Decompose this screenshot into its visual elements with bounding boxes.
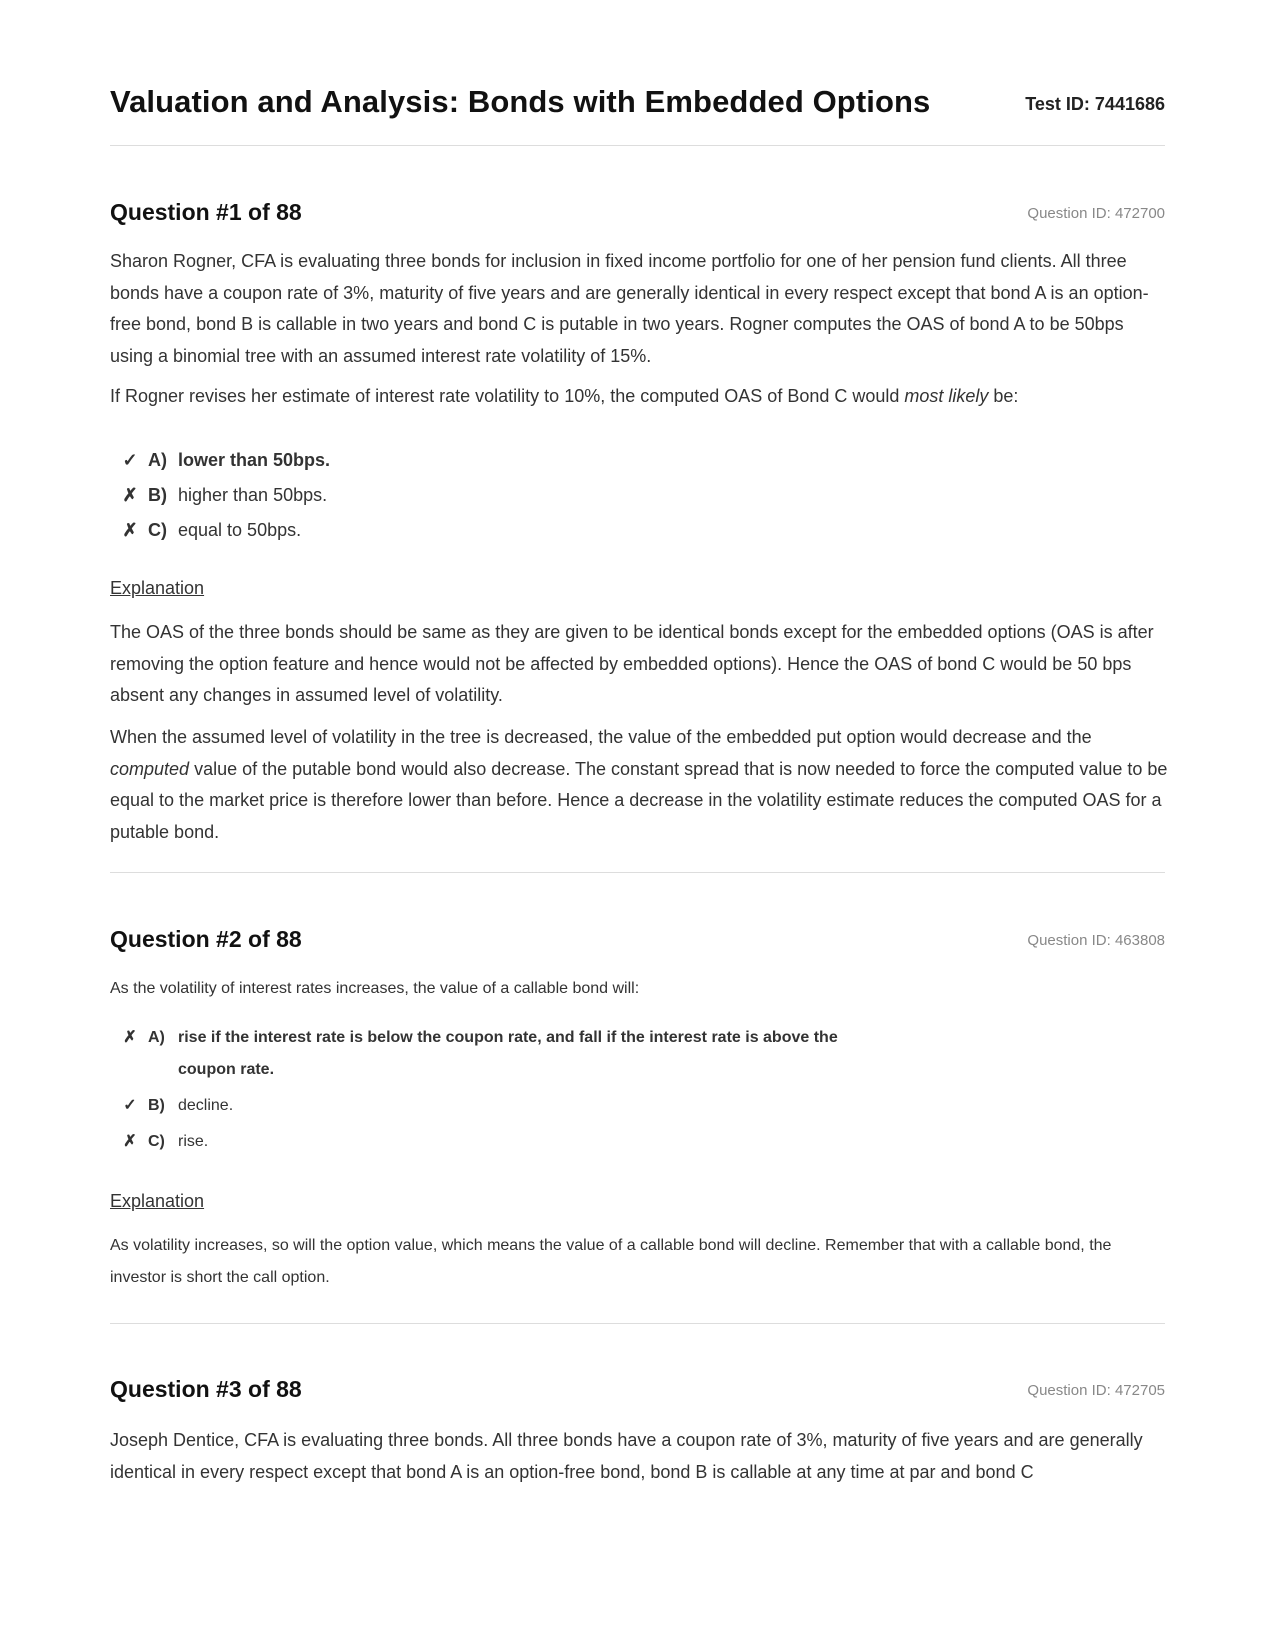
option-text: rise if the interest rate is below the coupon rate, and fall if the interest rate is above the coupon rate. — [178, 1029, 838, 1078]
divider — [110, 1323, 1165, 1324]
question-title: Question #2 of 88 — [110, 926, 302, 952]
divider — [110, 145, 1165, 146]
prompt-text: If Rogner revises her estimate of interest rate volatility to 10%, the computed OAS of Bond C would — [110, 386, 905, 406]
question-header — [110, 199, 1165, 229]
test-id: Test ID: 7441686 — [1025, 94, 1165, 114]
check-mark-icon: ✓ — [123, 1097, 137, 1114]
explanation-label: Explanation — [110, 578, 205, 598]
question-id: Question ID: 463808 — [1027, 932, 1165, 949]
option-text: lower than 50bps. — [178, 450, 331, 470]
option-letter: A) — [148, 450, 167, 470]
option-letter: B) — [148, 1097, 165, 1114]
cross-mark-icon: ✗ — [123, 1133, 137, 1150]
explanation-paragraph: The OAS of the three bonds should be same as they are given to be identical bonds except for the embedded options (OAS is after removing the option feature and hence would not be affected by embedded options). Hence the OAS of bond C would be 50 bps absent any changes in assumed level of volatility. — [110, 622, 1154, 705]
option-letter: C) — [148, 1133, 165, 1150]
question-stem: Sharon Rogner, CFA is evaluating three bonds for inclusion in fixed income portfolio for one of her pension fund clients. All three bonds have a coupon rate of 3%, maturity of five years and are generally identical in every respect except that bond A is an option-free bond, bond B is callable in two years and bond C is putable in two years. Rogner computes the OAS of bond A to be 50bps using a binomial tree with an assumed interest rate volatility of 15%. — [110, 251, 1149, 366]
check-mark-icon: ✓ — [122, 450, 138, 470]
explanation-text-end: value of the putable bond would also decrease. The constant spread that is now needed to force the computed value to be equal to the market price is therefore lower than before. Hence a decrease in the volatility estimate reduces the computed OAS for a putable bond. — [110, 758, 1168, 842]
cross-mark-icon: ✗ — [122, 520, 138, 540]
prompt-emphasis: most likely — [904, 386, 989, 406]
question-id: Question ID: 472705 — [1027, 1382, 1165, 1399]
prompt-text-end: be: — [988, 386, 1019, 406]
explanation-paragraph — [110, 722, 1170, 848]
option-letter: A) — [148, 1029, 165, 1046]
explanation-paragraph: As volatility increases, so will the option value, which means the value of a callable bond will decline. Remember that with a callable bond, the investor is short the call option. — [110, 1237, 1112, 1286]
question-title: Question #3 of 88 — [110, 1376, 302, 1402]
divider — [110, 872, 1165, 873]
question-header — [110, 926, 1165, 956]
document-title: Valuation and Analysis: Bonds with Embedded Options — [110, 84, 931, 119]
explanation-emphasis: computed — [110, 758, 190, 779]
cross-mark-icon: ✗ — [123, 1029, 137, 1046]
question-stem: Joseph Dentice, CFA is evaluating three bonds. All three bonds have a coupon rate of 3%, maturity of five years and are generally identical in every respect except that bond A is an option-free bond, bond B is callable at any time at par and bond C — [110, 1430, 1143, 1482]
question-header — [110, 1376, 1165, 1406]
option-letter: B) — [148, 485, 167, 505]
question-id: Question ID: 472700 — [1027, 205, 1165, 222]
question-title: Question #1 of 88 — [110, 199, 302, 225]
explanation-text: When the assumed level of volatility in the tree is decreased, the value of the embedded put option would decrease and the — [110, 727, 1092, 747]
question-prompt — [110, 381, 1170, 413]
option-text: equal to 50bps. — [178, 520, 302, 540]
cross-mark-icon: ✗ — [122, 485, 138, 505]
option-text: higher than 50bps. — [178, 485, 328, 505]
question-stem: As the volatility of interest rates increases, the value of a callable bond will: — [110, 980, 640, 997]
document-header — [110, 84, 1165, 124]
option-text: rise. — [178, 1133, 209, 1150]
option-letter: C) — [148, 520, 167, 540]
explanation-label: Explanation — [110, 1191, 205, 1211]
option-text: decline. — [178, 1097, 234, 1114]
